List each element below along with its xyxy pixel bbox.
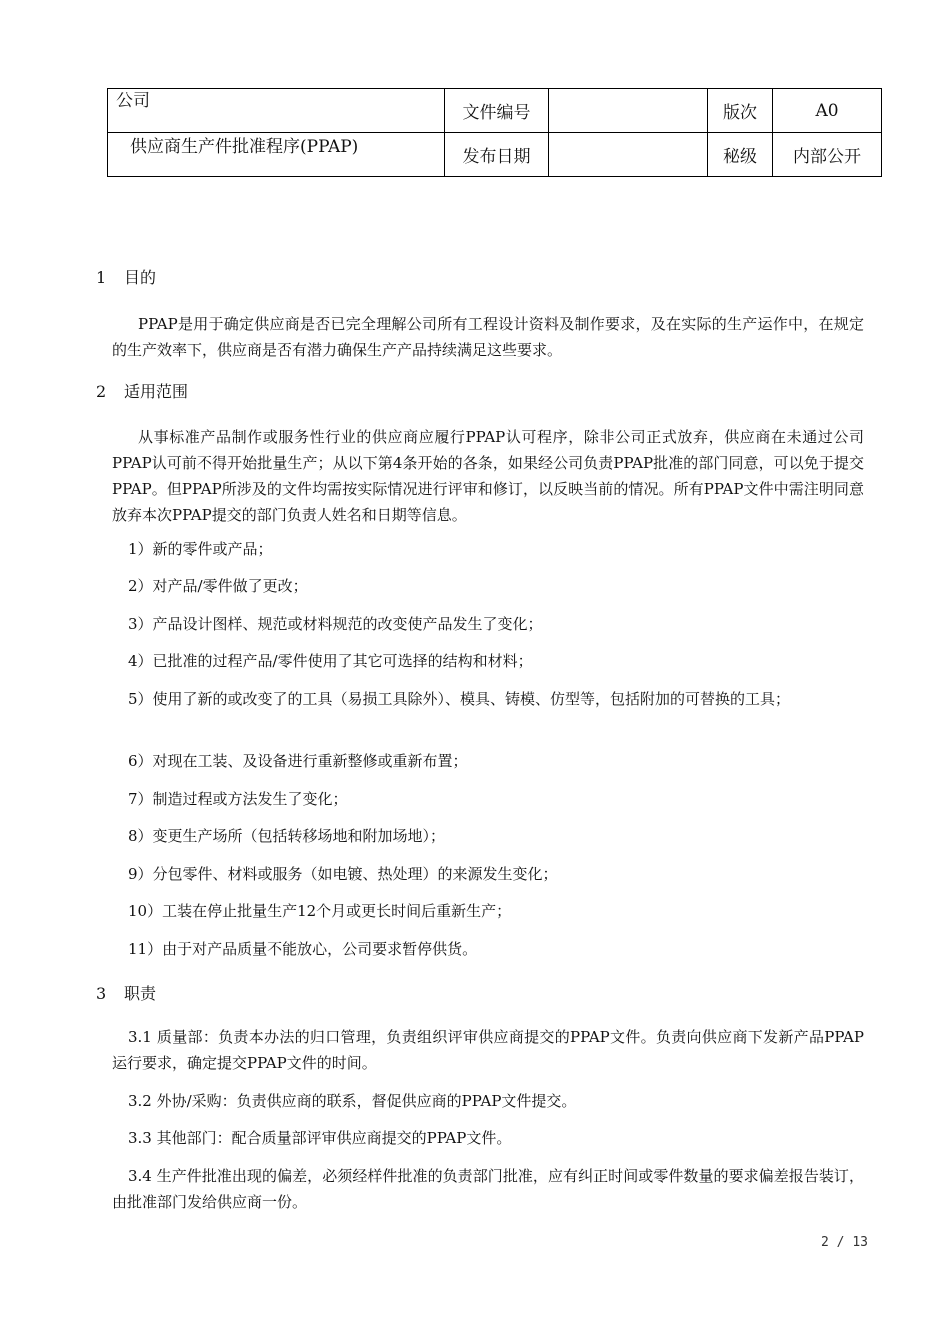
file-number-label: 文件编号 <box>445 89 549 133</box>
security-level-value: 内部公开 <box>773 133 882 177</box>
file-number-value <box>549 89 708 133</box>
security-level-label: 秘级 <box>708 133 773 177</box>
section-2-heading <box>96 382 188 402</box>
section-2-paragraph: 从事标准产品制作或服务性行业的供应商应履行PPAP认可程序，除非公司正式放弃，供应商在未通过公司PPAP认可前不得开始批量生产；从以下第4条开始的各条，如果经公司负责PPAP批准的部门同意，可以免于提交PPAP。但PPAP所涉及的文件均需按实际情况进行评审和修订，以反映当前的情况。所有PPAP文件中需注明同意放弃本次PPAP提交的部门负责人姓名和日期等信息。 <box>112 428 864 524</box>
responsibility-item: 3.2 外协/采购：负责供应商的联系，督促供应商的PPAP文件提交。 <box>128 1092 577 1110</box>
section-title: 适用范围 <box>124 382 189 401</box>
list-item: 9）分包零件、材料或服务（如电镀、热处理）的来源发生变化； <box>128 865 558 883</box>
list-item: 10）工装在停止批量生产12个月或更长时间后重新生产； <box>128 902 512 920</box>
section-3-heading <box>96 984 156 1004</box>
section-title: 目的 <box>124 268 157 287</box>
list-item: 6）对现在工装、及设备进行重新整修或重新布置； <box>128 752 468 770</box>
document-title: 供应商生产件批准程序(PPAP) <box>108 133 445 177</box>
section-number: 2 <box>96 382 107 401</box>
page-number: 2 / 13 <box>821 1235 868 1250</box>
responsibility-item: 3.4 生产件批准出现的偏差，必须经样件批准的负责部门批准，应有纠正时间或零件数量的要求偏差报告装订，由批准部门发给供应商一份。 <box>112 1167 864 1211</box>
section-title: 职责 <box>124 984 157 1003</box>
company-name: 公司 <box>108 89 445 133</box>
responsibility-item: 3.1 质量部：负责本办法的归口管理，负责组织评审供应商提交的PPAP文件。负责向供应商下发新产品PPAP运行要求，确定提交PPAP文件的时间。 <box>112 1028 864 1072</box>
list-item: 4）已批准的过程产品/零件使用了其它可选择的结构和材料； <box>128 652 533 670</box>
header-row-1 <box>108 89 882 133</box>
list-item: 2）对产品/零件做了更改； <box>128 577 308 595</box>
list-item: 7）制造过程或方法发生了变化； <box>128 790 348 808</box>
release-date-value <box>549 133 708 177</box>
list-item: 5）使用了新的或改变了的工具（易损工具除外）、模具、铸模、仿型等，包括附加的可替换的工具； <box>128 690 791 708</box>
section-number: 1 <box>96 268 107 287</box>
version-label: 版次 <box>708 89 773 133</box>
list-item: 3）产品设计图样、规范或材料规范的改变使产品发生了变化； <box>128 615 543 633</box>
section-1-paragraph: PPAP是用于确定供应商是否已完全理解公司所有工程设计资料及制作要求，及在实际的生产运作中，在规定的生产效率下，供应商是否有潜力确保生产产品持续满足这些要求。 <box>112 315 864 359</box>
list-item: 8）变更生产场所（包括转移场地和附加场地）； <box>128 827 446 845</box>
header-row-2 <box>108 133 882 177</box>
section-number: 3 <box>96 984 107 1003</box>
document-header-table <box>107 88 882 177</box>
version-value: A0 <box>773 89 882 133</box>
release-date-label: 发布日期 <box>445 133 549 177</box>
responsibility-item: 3.3 其他部门：配合质量部评审供应商提交的PPAP文件。 <box>128 1129 512 1147</box>
list-item: 1）新的零件或产品； <box>128 540 273 558</box>
section-1-heading <box>96 268 156 288</box>
list-item: 11）由于对产品质量不能放心，公司要求暂停供货。 <box>128 940 478 958</box>
